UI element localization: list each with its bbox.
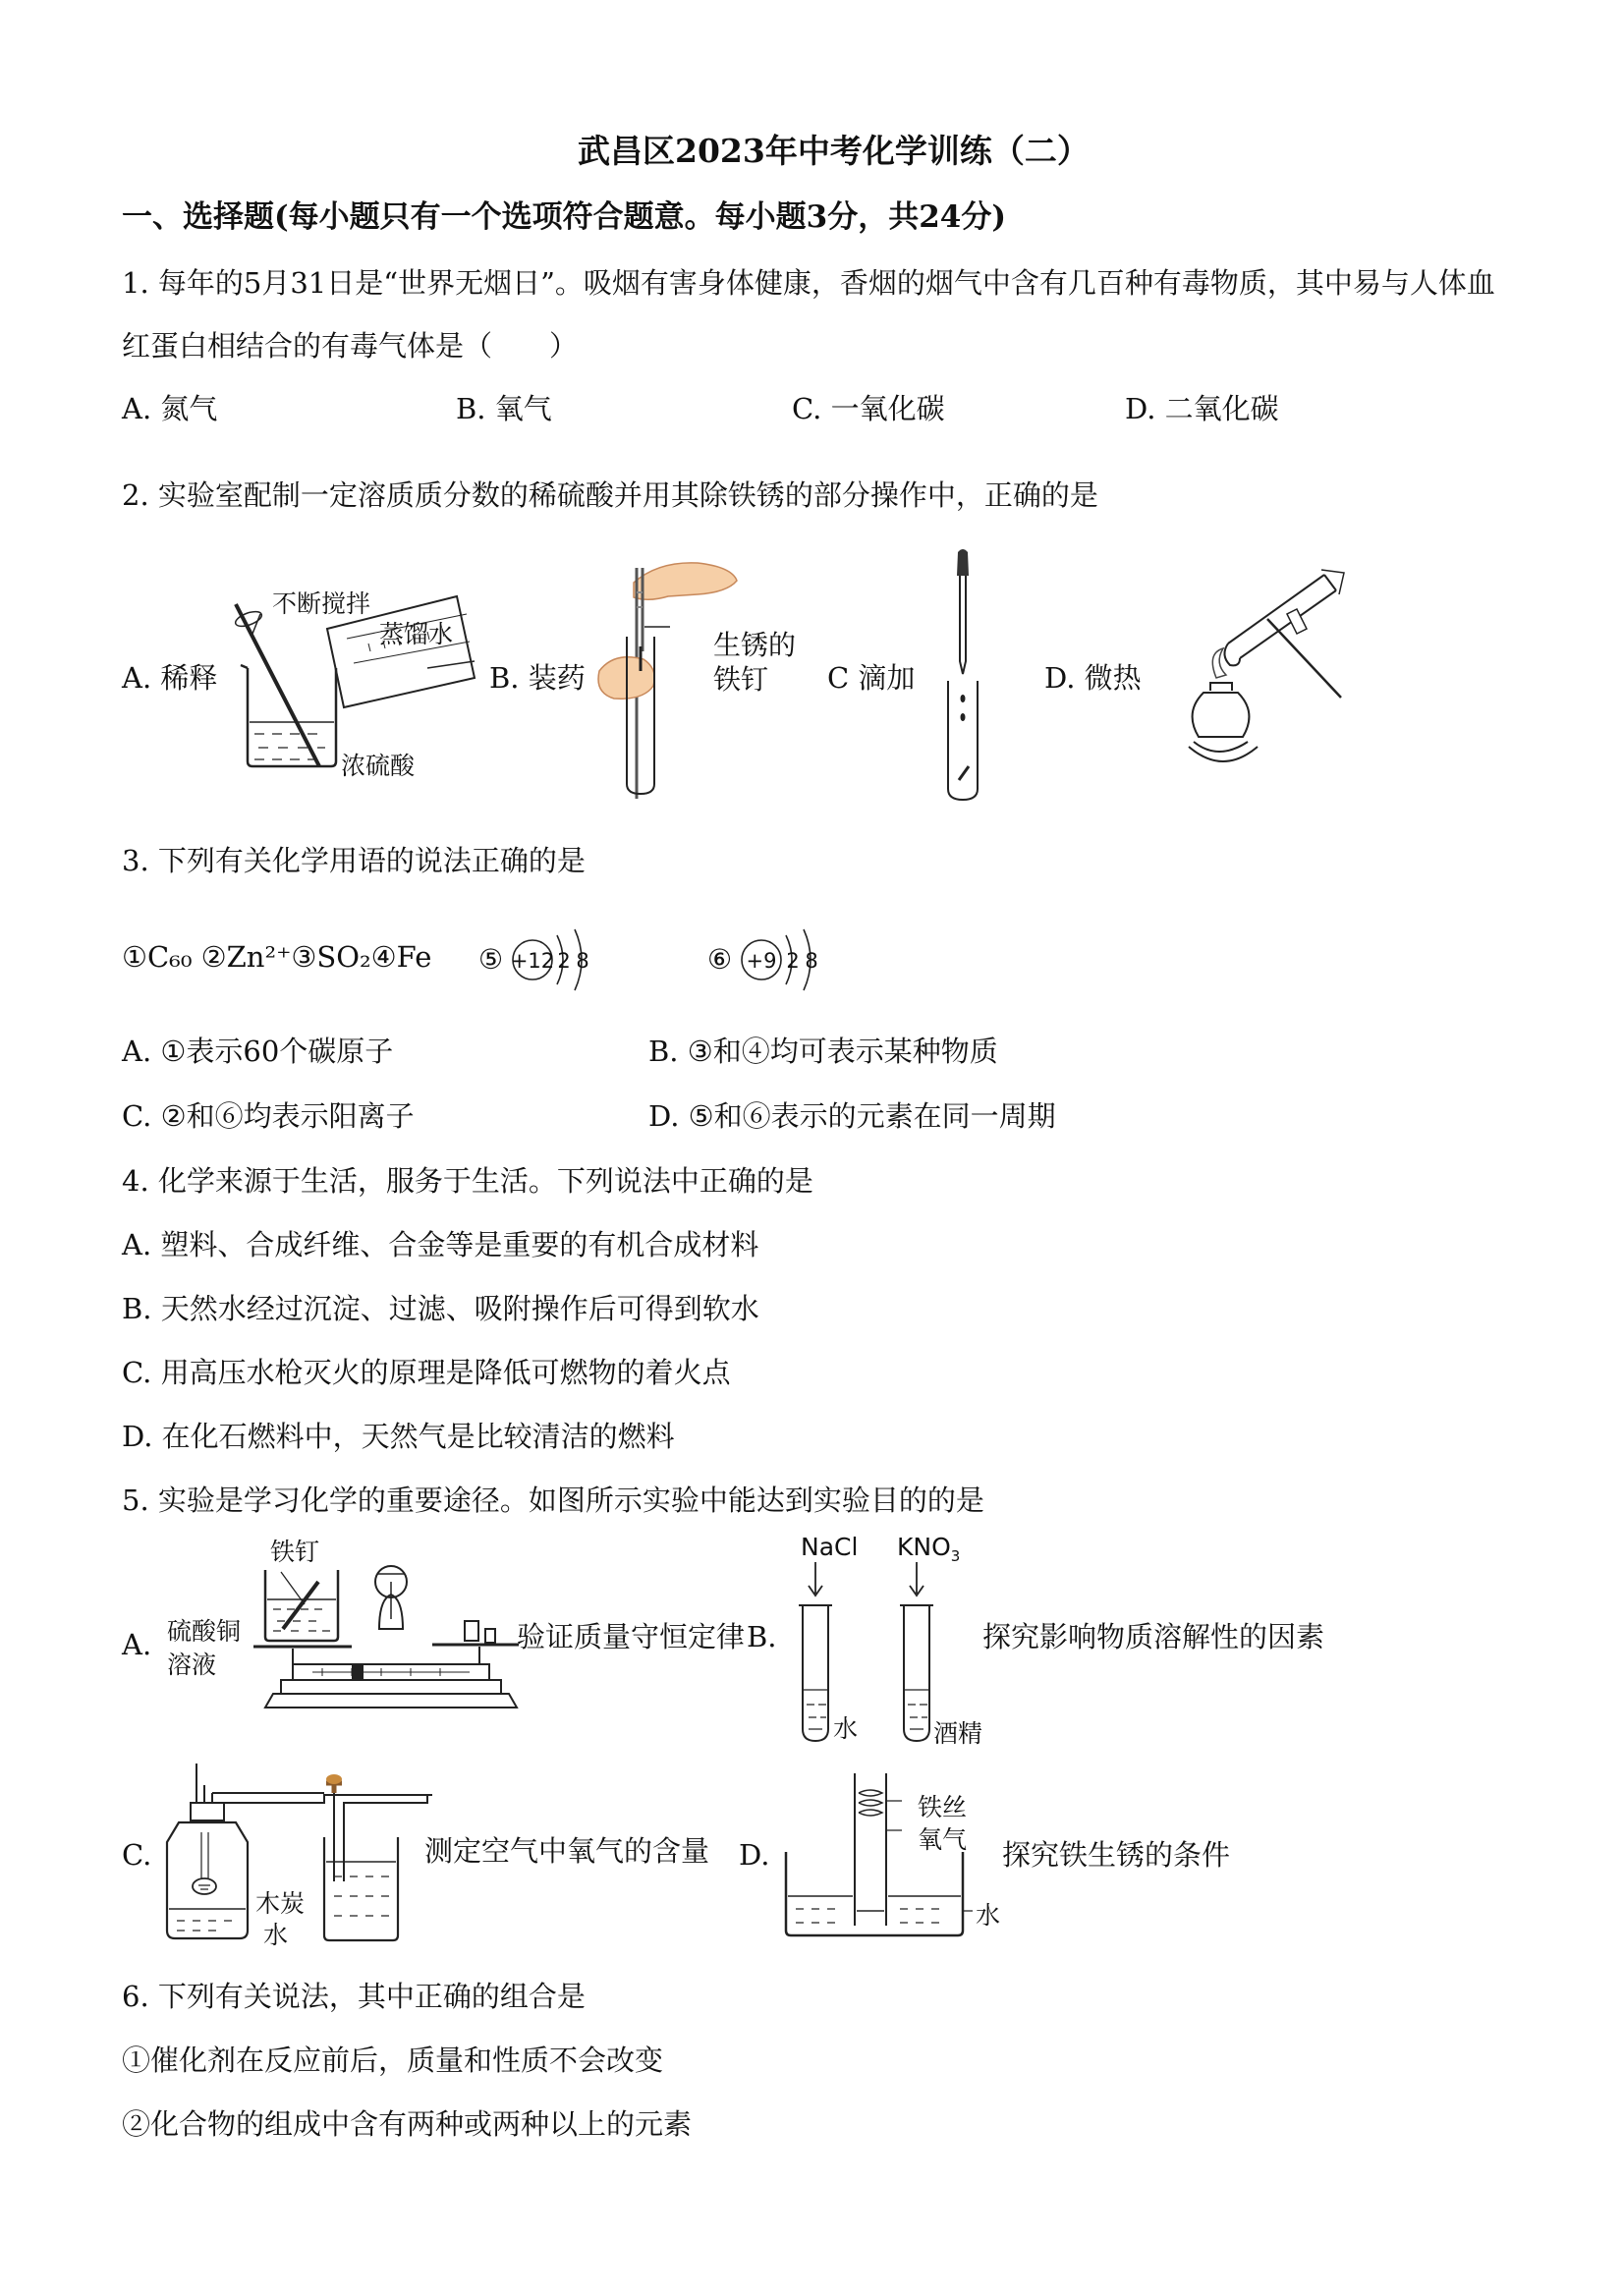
q2-option-d: D. 微热 xyxy=(1044,661,1142,695)
atom5-shell-1: 2 xyxy=(557,949,571,973)
label-kno3: $KNO_3$ xyxy=(897,1533,961,1565)
q3-stem: 3. 下列有关化学用语的说法正确的是 xyxy=(122,844,586,877)
atom6-shell-2: 8 xyxy=(805,949,818,973)
label-iron-nail: 铁钉 xyxy=(270,1538,320,1566)
label-nacl: NaCl xyxy=(801,1533,859,1561)
atom-structure-6 xyxy=(707,924,835,992)
atom5-nucleus: +12 xyxy=(510,949,555,973)
q6-stem: 6. 下列有关说法，其中正确的组合是 xyxy=(122,1980,586,2013)
q3-option-b: B. ③和④均可表示某种物质 xyxy=(648,1035,998,1068)
page-title: 武昌区2023年中考化学训练（二） xyxy=(578,132,1090,170)
atom6-shell-1: 2 xyxy=(786,949,800,973)
label-conc-acid: 浓硫酸 xyxy=(341,752,416,780)
section-heading: 一、选择题(每小题只有一个选项符合题意。每小题3分，共24分) xyxy=(122,199,1007,235)
q1-option-c: C. 一氧化碳 xyxy=(792,392,945,425)
label-rusty-nail: 生锈的铁钉 xyxy=(713,629,797,696)
q4-option-d: D. 在化石燃料中，天然气是比较清洁的燃料 xyxy=(122,1420,675,1453)
q4-option-c: C. 用高压水枪灭火的原理是降低可燃物的着火点 xyxy=(122,1356,731,1389)
q1-option-a: A. 氮气 xyxy=(122,392,218,425)
label-water-d: 水 xyxy=(976,1901,1001,1930)
q1-option-b: B. 氧气 xyxy=(456,392,552,425)
label-charcoal: 木炭 xyxy=(255,1889,306,1918)
q4-option-a: A. 塑料、合成纤维、合金等是重要的有机合成材料 xyxy=(122,1228,759,1261)
q3-option-c: C. ②和⑥均表示阳离子 xyxy=(122,1099,415,1133)
q3-option-a: A. ①表示60个碳原子 xyxy=(122,1035,394,1068)
label-water-c: 水 xyxy=(263,1921,289,1949)
label-iron-wire: 铁丝 xyxy=(918,1793,968,1821)
q6-item-1: ①催化剂在反应前后，质量和性质不会改变 xyxy=(122,2044,664,2077)
label-distilled-water: 蒸馏水 xyxy=(379,620,454,648)
atom5-index: ⑤ xyxy=(478,943,504,976)
atom5-shell-2: 8 xyxy=(576,949,589,973)
q5-d-letter: D. xyxy=(739,1838,770,1872)
label-stir: 不断搅拌 xyxy=(272,589,371,618)
label-water-b: 水 xyxy=(833,1714,859,1743)
q1-stem-line1: 1. 每年的5月31日是“世界无烟日”。吸烟有害身体健康，香烟的烟气中含有几百种有毒物质，其中易与人体血 xyxy=(122,266,1495,300)
q2-option-a: A. 稀释 xyxy=(122,661,218,695)
q4-option-b: B. 天然水经过沉淀、过滤、吸附操作后可得到软水 xyxy=(122,1292,759,1325)
q5-c-description: 测定空气中氧气的含量 xyxy=(424,1834,710,1868)
label-copper-sulfate: 硫酸铜 xyxy=(167,1617,242,1646)
q2-stem: 2. 实验室配制一定溶质质分数的稀硫酸并用其除铁锈的部分操作中，正确的是 xyxy=(122,478,1098,512)
q2-option-c: C 滴加 xyxy=(827,661,916,695)
q5-d-description: 探究铁生锈的条件 xyxy=(1002,1838,1231,1872)
q2-heating-figure xyxy=(1149,565,1356,776)
q3-option-d: D. ⑤和⑥表示的元素在同一周期 xyxy=(648,1099,1056,1133)
q5-b-letter: B. xyxy=(747,1620,777,1653)
label-oxygen: 氧气 xyxy=(918,1825,968,1854)
q1-stem-line2: 红蛋白相结合的有毒气体是（ ） xyxy=(122,329,579,363)
label-alcohol: 酒精 xyxy=(933,1719,983,1748)
balance-figure xyxy=(253,1560,529,1727)
q4-stem: 4. 化学来源于生活，服务于生活。下列说法中正确的是 xyxy=(122,1164,813,1198)
atom6-index: ⑥ xyxy=(707,943,733,976)
q5-a-description: 验证质量守恒定律 xyxy=(517,1620,746,1653)
label-solution: 溶液 xyxy=(167,1651,217,1679)
atom6-nucleus: +9 xyxy=(746,949,777,973)
q1-option-d: D. 二氧化碳 xyxy=(1125,392,1279,425)
q2-option-b: B. 装药 xyxy=(489,661,586,695)
q5-a-letter: A. xyxy=(122,1628,152,1661)
q5-c-letter: C. xyxy=(122,1838,152,1872)
q6-item-2: ②化合物的组成中含有两种或两种以上的元素 xyxy=(122,2107,693,2141)
atom-structure-5 xyxy=(478,924,606,992)
q2-dropping-figure xyxy=(933,548,992,804)
q5-stem: 5. 实验是学习化学的重要途径。如图所示实验中能达到实验目的的是 xyxy=(122,1484,984,1517)
q5-b-description: 探究影响物质溶解性的因素 xyxy=(982,1620,1325,1653)
q3-symbols: ①C₆₀ ②Zn²⁺③SO₂④Fe xyxy=(122,940,432,974)
